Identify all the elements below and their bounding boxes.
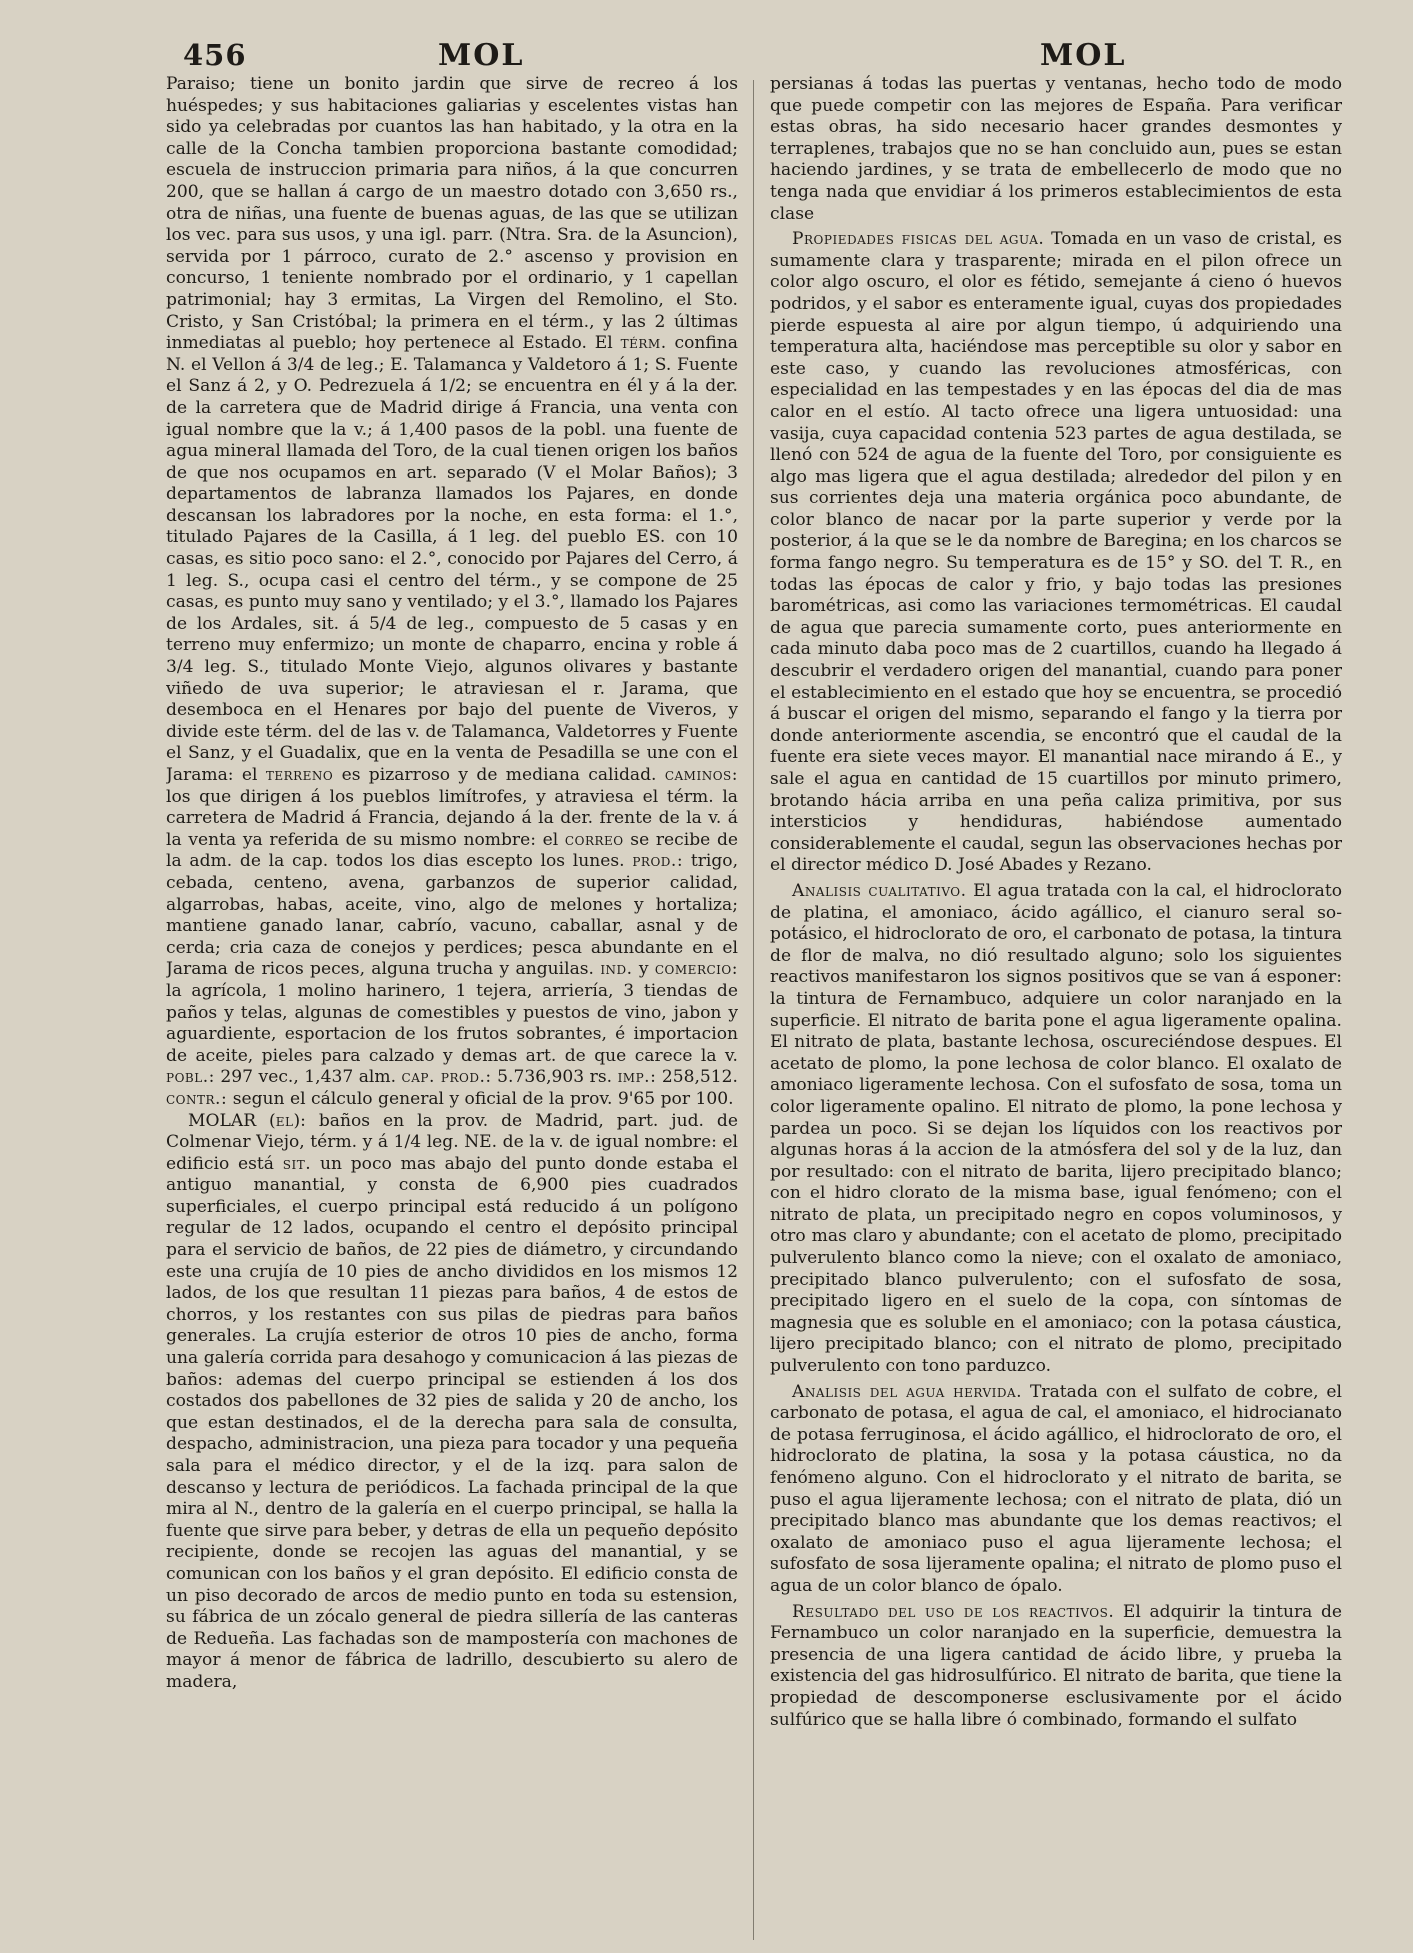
abbrev-correo: correo xyxy=(564,829,624,850)
section-resultado-reactivos: Resultado del uso de los reactivos. El adquirir la tintura de Fernambuco un color naranjado en la superficie, demuestra la presencia de una ligera cantidad de ácido libre, y prueba la existencia del gas hidrosulfúrico. El nitrato de barita, que tiene la propiedad de descomponerse esclusivamente por el ácido sulfúrico que se halla libre ó combinado, formando el sulfato xyxy=(770,1601,1342,1730)
running-head-right: MOL xyxy=(1040,38,1127,73)
section-heading: Propiedades fisicas del agua. xyxy=(792,229,1045,250)
column-divider xyxy=(753,80,754,1940)
paragraph-paraiso: Paraiso; tiene un bonito jardin que sirve de recreo á los huéspedes; y sus habitaciones galiarias y escelentes vistas han sido ya celebradas por cuantos las han habitado, y la otra en la calle de la Concha tambien proporciona bastante comodidad; escuela de instruccion primaria para niños, á la que concurren 200, que se hallan á cargo de un maestro dotado con 3,650 rs., otra de niñas, una fuente de buenas aguas, de las que se utilizan los vec. para sus usos, y una igl. parr. (Ntra. Sra. de la Asuncion), servida por 1 párroco, curato de 2.° ascenso y provision en concurso, 1 teniente nombrado por el ordinario, y 1 capellan patrimonial; hay 3 ermitas, La Virgen del Remolino, el Sto. Cristo, y San Cristóbal; la primera en el térm., y las 2 últimas inmediatas al pueblo; hoy pertenece al Estado. El térm. confina N. el Vellon á 3/4 de leg.; E. Talamanca y Valdetoro á 1; S. Fuente el Sanz á 2, y O. Pedrezuela á 1/2; se encuentra en él y á la der. de la carretera que de Madrid dirige á Francia, una venta con igual nombre que la v.; á 1,400 pasos de la pobl. una fuente de agua mineral llamada del Toro, de la cual tienen origen los baños de que nos ocupamos en art. separado (V el Molar Baños); 3 departamentos de labranza llamados los Pajares, en donde descansan los labradores por la noche, en esta forma: el 1.°, titulado Pajares de la Casilla, á 1 leg. del pueblo ES. con 10 casas, es sitio poco sano: el 2.°, conocido por Pajares del Cerro, á 1 leg. S., ocupa casi el centro del térm., y se compone de 25 casas, es punto muy sano y ventilado; y el 3.°, llamado los Pajares de los Ardales, sit. á 5/4 de leg., compuesto de 5 casas y en terreno muy enfermizo; un monte de chaparro, encina y roble á 3/4 leg. S., titulado Monte Viejo, algunos olivares y bastante viñedo de uva superior; le atraviesan el r. Jarama, que desemboca en el Henares por bajo del puente de Viveros, y divide este térm. del de las v. de Talamanca, Valdetorres y Fuente el Sanz, y el Guadalix, que en la venta de Pesadilla se une con el Jarama: el terreno es pizarroso y de mediana calidad. caminos: los que dirigen á los pueblos limítrofes, y atraviesa el térm. la carretera de Madrid á Francia, dejando á la der. frente de la v. á la venta ya referida de su mismo nombre: el correo se recibe de la adm. de la cap. todos los dias escepto los lunes. prod.: trigo, cebada, centeno, avena, garbanzos de superior calidad, algarrobas, habas, aceite, vino, algo de melones y hortaliza; mantiene ganado lanar, cabrío, vacuno, caballar, asnal y de cerda; cria caza de conejos y perdices; pesca abundante en el Jarama de ricos peces, alguna trucha y anguilas. ind. y comercio: la agrícola, 1 molino harinero, 1 tejera, arriería, 3 tiendas de paños y telas, algunas de comestibles y puestos de vino, jabon y aguardiente, esportacion de los frutos sobrantes, é importacion de aceite, pieles para calzado y demas art. de que carece la v. pobl.: 297 vec., 1,437 alm. cap. prod.: 5.736,903 rs. imp.: 258,512. contr.: segun el cálculo general y oficial de la prov. 9'65 por 100. xyxy=(166,74,738,1109)
abbrev-ind: ind. xyxy=(600,959,633,980)
right-column xyxy=(770,74,1342,1944)
section-analisis-agua-hervida: Analisis del agua hervida. Tratada con el sulfato de cobre, el carbonato de potasa, el agua de cal, el amoniaco, el hidrocianato de potasa ferruginosa, el ácido agállico, el hidroclorato de oro, el hidroclorato de platina, la sosa y la potasa cáustica, no da fenómeno alguno. Con el hidroclorato y el nitrato de barita, se puso el agua lijeramente lechosa; con el nitrato de plata, dió un precipitado blanco mas abundante que los demas reactivos; el oxalato de amoniaco puso el agua lijeramente lechosa; el sufosfato de sosa lijeramente opalina; el nitrato de plomo puso el agua de un color blanco de ópalo. xyxy=(770,1381,1342,1596)
entry-article: el xyxy=(275,1110,294,1131)
section-heading: Resultado del uso de los reactivos. xyxy=(792,1601,1115,1622)
section-propiedades-fisicas: Propiedades fisicas del agua. Tomada en un vaso de cristal, es sumamente clara y trasparente; mirada en el pilon ofrece un color algo oscuro, el olor es fétido, semejante á cieno ó huevos podridos, y el sabor es enteramente igual, cuyas dos propiedades pierde espuesta al aire por algun tiempo, ú adquiriendo una temperatura alta, haciéndose mas perceptible su olor y sabor en este caso, y cuando las revoluciones atmosféricas, con especialidad en las tempestades y en las épocas del dia de mas calor en el estío. Al tacto ofrece una ligera untuosidad: una vasija, cuya capacidad contenia 523 partes de agua destilada, se llenó con 524 de agua de la fuente del Toro, por consiguiente es algo mas ligera que el agua destilada; alrededor del pilon y en sus corrientes deja una materia orgánica poco abundante, de color blanco de nacar por la parte superior y verde por la posterior, á la que se le da nombre de Baregina; en los charcos se forma fango negro. Su temperatura es de 15° y SO. del T. R., en todas las épocas de calor y frio, y bajo todas las presiones barométricas, asi como las variaciones termométricas. El caudal de agua que parecia sumamente corto, pues anteriormente en cada minuto daba poco mas de 2 cuartillos, cuando ha llegado á descubrir el verdadero origen del manantial, cuando para poner el establecimiento en el estado que hoy se encuentra, se procedió á buscar el origen del mismo, separando el fango y la tierra por donde anteriormente ascendia, se encontró que el caudal de la fuente era siete veces mayor. El manantial nace mirando á E., y sale el agua en cantidad de 15 cuartillos por minuto primero, brotando hácia arriba en una peña caliza primitiva, por sus intersticios y hendiduras, habiéndose aumentado considerablemente el caudal, segun las observaciones hechas por el director médico D. José Abades y Rezano. xyxy=(770,229,1342,876)
abbrev-terreno: terreno xyxy=(265,765,334,785)
left-column xyxy=(166,74,738,1944)
abbrev-prod: prod.: xyxy=(632,851,684,872)
page-number: 456 xyxy=(183,38,247,72)
abbrev-comercio: comercio: xyxy=(654,959,738,980)
abbrev-cap-prod: cap. prod.: xyxy=(401,1067,492,1088)
section-heading: Analisis del agua hervida. xyxy=(792,1381,1023,1402)
entry-molar-el: MOLAR (el): baños en la prov. de Madrid, part. jud. de Colmenar Viejo, térm. y á 1/4 leg. NE. de la v. de igual nombre: el edificio está sit. un poco mas abajo del punto donde estaba el antiguo manantial, y consta de 6,900 pies cuadrados superficiales, el cuerpo principal está reducido á un polígono regular de 12 lados, ocupando el centro el depósito principal para el servicio de baños, de 22 pies de diámetro, y circundando este una crujía de 10 pies de ancho divididos en los mismos 12 lados, de los que resultan 11 piezas para baños, 4 de estos de chorros, y los restantes con sus pilas de piedras para baños generales. La crujía esterior de otros 10 pies de ancho, forma una galería corrida para desahogo y comunicacion á las piezas de baños: ademas del cuerpo principal se estienden á los dos costados dos pabellones de 32 pies de salida y 20 de ancho, los que estan destinados, el de la derecha para sala de consulta, despacho, administracion, una pieza para tocador y una pequeña sala para el médico director, y el de la izq. para salon de descanso y lectura de periódicos. La fachada principal de la que mira al N., dentro de la galería en el cuerpo principal, se halla la fuente que sirve para beber, y detras de ella un pequeño depósito recipiente, donde se recojen las aguas del manantial, y se comunican con los baños y el gran depósito. El edificio consta de un piso decorado de arcos de medio punto en toda su estension, su fábrica de un zócalo general de piedra sillería de las canteras de Redueña. Las fachadas son de mampostería con machones de mayor á menor de fábrica de ladrillo, descubierto su alero de madera, xyxy=(166,1110,738,1692)
abbrev-contr: contr.: xyxy=(166,1088,228,1109)
running-head-left: MOL xyxy=(438,38,525,73)
paragraph-persianas: persianas á todas las puertas y ventanas, hecho todo de modo que puede competir con las mejores de España. Para verificar estas obras, ha sido necesario hacer grandes desmontes y terraplenes, trabajos que no se han concluido aun, pues se estan haciendo jardines, y se trata de embellecerlo de modo que no tenga nada que envidiar á los primeros establecimientos de esta clase xyxy=(770,74,1342,224)
abbrev-caminos: caminos: xyxy=(664,765,738,785)
abbrev-term: térm. xyxy=(620,333,667,354)
abbrev-pobl: pobl.: xyxy=(166,1067,215,1088)
entry-headword: MOLAR xyxy=(188,1110,257,1131)
abbrev-sit: sit. xyxy=(282,1153,312,1174)
section-analisis-cualitativo: Analisis cualitativo. El agua tratada con la cal, el hidroclorato de platina, el amoniaco, ácido agállico, el cianuro seral so-potásico, el hidroclorato de oro, el carbonato de potasa, la tintura de flor de malva, no dió resultado alguno; solo los siguientes reactivos manifestaron los signos positivos que se van á esponer: la tintura de Fernambuco, adquiere un color naranjado en la superficie. El nitrato de barita pone el agua ligeramente opalina. El nitrato de plata, bastante lechosa, oscureciéndose despues. El acetato de plomo, la pone lechosa de color blanco. El oxalato de amoniaco ligeramente lechosa. Con el sufosfato de sosa, toma un color ligeramente opalino. El nitrato de plomo, la pone lechosa y pardea un poco. Si se dejan los líquidos con los reactivos por algunas horas á la accion de la atmósfera del sol y de la luz, dan por resultado: con el nitrato de barita, lijero precipitado blanco; con el hidro clorato de la misma base, igual fenómeno; con el nitrato de plata, un precipitado negro en copos voluminosos, y otro mas claro y abundante; con el acetato de plomo, precipitado pulverulento blanco como la nieve; con el oxalato de amoniaco, precipitado blanco pulverulento; con el sufosfato de sosa, precipitado ligero en el suelo de la copa, con síntomas de magnesia que es soluble en el amoniaco; con la potasa cáustica, lijero precipitado blanco; con el nitrato de plomo, precipitado pulverulento con tono parduzco. xyxy=(770,880,1342,1377)
abbrev-imp: imp.: xyxy=(617,1067,657,1088)
section-heading: Analisis cualitativo. xyxy=(792,880,967,901)
